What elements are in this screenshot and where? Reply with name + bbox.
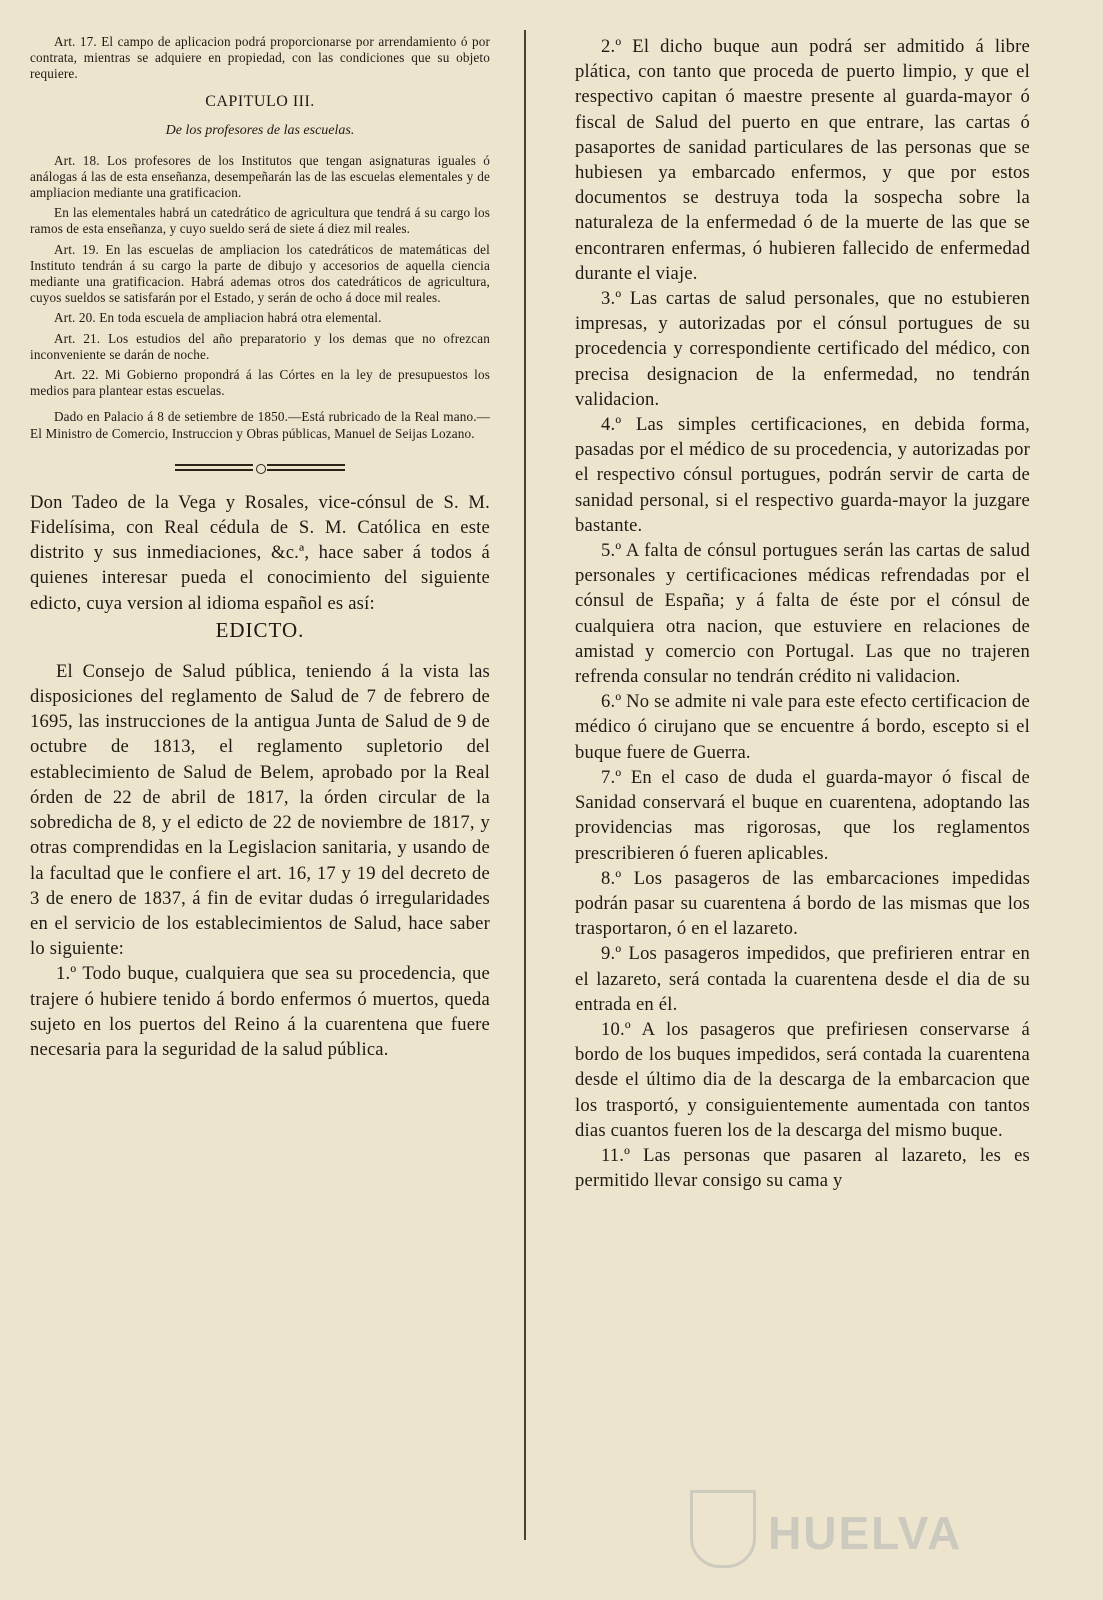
edicto-item-5: 5.º A falta de cónsul portugues serán las cartas de salud personales y certificaciones médicas refrendadas por el cónsul de España; y á falta de éste por el cónsul de cualquiera otra nacion, que estuviere en relaciones de amistad y comercio con Portugal. Las que no trajeren refrenda consular no tendrán crédito ni validacion. [575,540,1030,688]
ornament-divider [175,464,345,472]
left-column [30,34,490,1062]
decree-section [30,34,490,442]
article-17: Art. 17. El campo de aplicacion podrá proporcionarse por arrendamiento ó por contrata, mientras se adquiere en propiedad, con las condiciones que su objeto requiere. [30,34,490,82]
article-18-continued: En las elementales habrá un catedrático de agricultura que tendrá á su cargo los ramos de esta enseñanza, y cuyo sueldo será de siete á diez mil reales. [30,205,490,237]
edicto-item-10: 10.º A los pasageros que prefiriesen conservarse á bordo de los buques impedidos, será contada la cuarentena desde el último dia de la descarga de la embarcacion que los trasportó, y consiguientemente aumentada con tantos dias cuantos fueren los de la descarga del mismo buque. [575,1018,1030,1141]
library-watermark [690,1490,990,1570]
edicto-item-9: 9.º Los pasageros impedidos, que prefirieren entrar en el lazareto, será contada la cuarentena desde el dia de su entrada en él. [575,943,1030,1015]
edicto-item-11: 11.º Las personas que pasaren al lazareto, les es permitido llevar consigo su cama y [575,1144,1030,1192]
edicto-heading: EDICTO. [215,617,305,642]
edicto-item-7: 7.º En el caso de duda el guarda-mayor ó fiscal de Sanidad conservará el buque en cuarentena, adoptando las providencias mas rigorosas, que los reglamentos prescribieren ó fueren aplicables. [575,766,1030,864]
article-20: Art. 20. En toda escuela de ampliacion habrá otra elemental. [54,310,382,326]
article-19: Art. 19. En las escuelas de ampliacion los catedráticos de matemáticas del Instituto tendrán á su cargo la parte de dibujo y accesorios de aquella ciencia mediante una gratificacion. Habrá ademas otros dos catedráticos de agricultura, cuyos sueldos se satisfarán por el Estado, y serán de ocho á doce mil reales. [30,241,490,306]
edicto-item-2: 2.º El dicho buque aun podrá ser admitido á libre plática, con tanto que proceda de puerto limpio, y que el respectivo capitan ó maestre presente al guarda-mayor ó fiscal de Salud del puerto en que entrare, las cartas ó pasaportes de sanidad particulares de las personas que se hubiesen ya embarcado enfermos, y que por estos documentos se destruya toda la sospecha sobre la naturaleza de la enfermedad ó de la muerte de las que se encontraren enfermas, ó hubieren fallecido de enfermedad durante el viaje. [575,36,1030,284]
shield-icon [690,1490,756,1568]
column-divider [524,30,526,1540]
edicto-body: El Consejo de Salud pública, teniendo á la vista las disposiciones del reglamento de Salud de 7 de febrero de 1695, las instrucciones de la antigua Junta de Salud de 9 de octubre de 1813, el reglamento supletorio del establecimiento de Salud de Belem, aprobado por la Real órden de 22 de abril de 1817, la órden circular de la sobredicha de 8, y el edicto de 22 de noviembre de 1817, y otras comprendidas en la Legislacion sanitaria, y usando de la facultad que le confiere el art. 16, 17 y 19 del decreto de 3 de enero de 1837, á fin de evitar dudas ó irregularidades en el servicio de los establecimientos de Salud, hace saber lo siguiente: [30,660,490,960]
chapter-heading: CAPITULO III. [205,92,315,110]
edicto-item-3: 3.º Las cartas de salud personales, que no estubieren impresas, y autorizadas por el cónsul portugues de su procedencia y correspondiente certificado del médico, con precisa designacion de la enfermedad, no tendrán validacion. [575,288,1030,410]
edicto-item-1: 1.º Todo buque, cualquiera que sea su procedencia, que trajere ó hubiere tenido á bordo enfermos ó muertos, queda sujeto en los puertos del Reino á la cuarentena que fuere necesaria para la seguridad de la salud pública. [30,963,490,1060]
article-22: Art. 22. Mi Gobierno propondrá á las Córtes en la ley de presupuestos los medios para plantear estas escuelas. [30,367,490,399]
notice-intro: Don Tadeo de la Vega y Rosales, vice-cónsul de S. M. Fidelísima, con Real cédula de S. M. Católica en este distrito y sus inmediaciones, &c.ª, hace saber á todos á quienes interesar pueda el conocimiento del siguiente edicto, cuya version al idioma español es así: [30,491,490,614]
watermark-text: HUELVA [768,1507,963,1559]
edicto-item-8: 8.º Los pasageros de las embarcaciones impedidas podrán pasar su cuarentena á bordo de las mismas que los trasportaron, ó en el lazareto. [575,867,1030,940]
chapter-subtitle: De los profesores de las escuelas. [165,122,355,138]
article-21: Art. 21. Los estudios del año preparatorio y los demas que no ofrezcan inconveniente se darán de noche. [30,330,490,362]
edicto-item-4: 4.º Las simples certificaciones, en debida forma, pasadas por el médico de su procedencia, y autorizadas por el respectivo cónsul portugues, podrán servir de carta de sanidad personal, si el respectivo guarda-mayor la juzgare bastante. [575,414,1030,536]
edicto-section [30,490,490,1062]
edicto-item-6: 6.º No se admite ni vale para este efecto certificacion de médico ó cirujano que se encuentre á bordo, escepto si el buque fuere de Guerra. [575,691,1030,763]
right-column [575,34,1030,1193]
article-18: Art. 18. Los profesores de los Institutos que tengan asignaturas iguales ó análogas á las de esta enseñanza, desempeñarán las de las escuelas elementales y de ampliacion mediante una gratificacion. [30,152,490,201]
dateline: Dado en Palacio á 8 de setiembre de 1850.—Está rubricado de la Real mano.—El Ministro de Comercio, Instruccion y Obras públicas, Manuel de Seijas Lozano. [30,409,490,441]
